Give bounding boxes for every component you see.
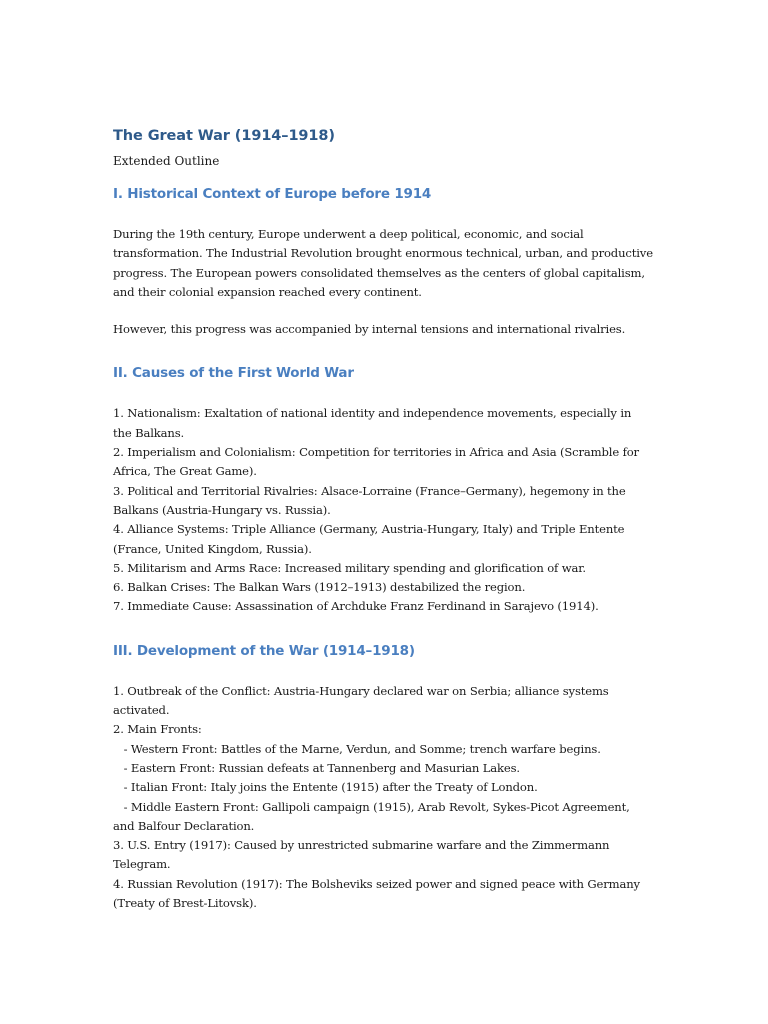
document-title: The Great War (1914–1918) [113, 128, 335, 144]
list-item: 2. Main Fronts: [113, 722, 202, 737]
list-item: 1. Outbreak of the Conflict: Austria-Hungary declared war on Serbia; alliance systems activated. [113, 683, 609, 718]
context-paragraph-2: However, this progress was accompanied by internal tensions and international rivalries. [113, 322, 626, 337]
list-item: - Italian Front: Italy joins the Entente (1915) after the Treaty of London. [113, 780, 538, 795]
section-heading-context: I. Historical Context of Europe before 1914 [113, 186, 432, 202]
section-heading-causes: II. Causes of the First World War [113, 365, 354, 382]
causes-list [113, 404, 653, 616]
document-page [113, 126, 653, 913]
section-heading-development: III. Development of the War (1914–1918) [113, 642, 415, 659]
list-item: 2. Imperialism and Colonialism: Competition for territories in Africa and Asia (Scramble for Africa, The Great Game). [113, 445, 639, 479]
list-item: 1. Nationalism: Exaltation of national identity and independence movements, especially in the Balkans. [113, 406, 632, 440]
development-list [113, 682, 653, 914]
list-item: 3. Political and Territorial Rivalries: Alsace-Lorraine (France–Germany), hegemony in the Balkans (Austria-Hungary vs. Russia). [113, 483, 626, 517]
list-item: 5. Militarism and Arms Race: Increased military spending and glorification of war. [113, 560, 586, 575]
list-item: 6. Balkan Crises: The Balkan Wars (1912–1913) destabilized the region. [113, 580, 526, 595]
list-item: 7. Immediate Cause: Assassination of Archduke Franz Ferdinand in Sarajevo (1914). [113, 599, 599, 614]
list-item: 4. Russian Revolution (1917): The Bolsheviks seized power and signed peace with Germany (Treaty of Brest-Litovsk). [113, 876, 640, 911]
list-item: - Middle Eastern Front: Gallipoli campaign (1915), Arab Revolt, Sykes-Picot Agreement, and Balfour Declaration. [113, 799, 634, 833]
list-item: 3. U.S. Entry (1917): Caused by unrestricted submarine warfare and the Zimmermann Telegram. [113, 838, 610, 872]
list-item: - Western Front: Battles of the Marne, Verdun, and Somme; trench warfare begins. [113, 741, 601, 756]
context-paragraph-1: During the 19th century, Europe underwent a deep political, economic, and social transformation. The Industrial Revolution brought enormous technical, urban, and productive progress. The European powers consolidated themselves as the centers of global capitalism, and their colonial expansion reached every continent. [113, 227, 653, 299]
document-subtitle: Extended Outline [113, 154, 220, 168]
list-item: 4. Alliance Systems: Triple Alliance (Germany, Austria-Hungary, Italy) and Triple Entente (France, United Kingdom, Russia). [113, 522, 625, 556]
list-item: - Eastern Front: Russian defeats at Tannenberg and Masurian Lakes. [113, 760, 520, 775]
